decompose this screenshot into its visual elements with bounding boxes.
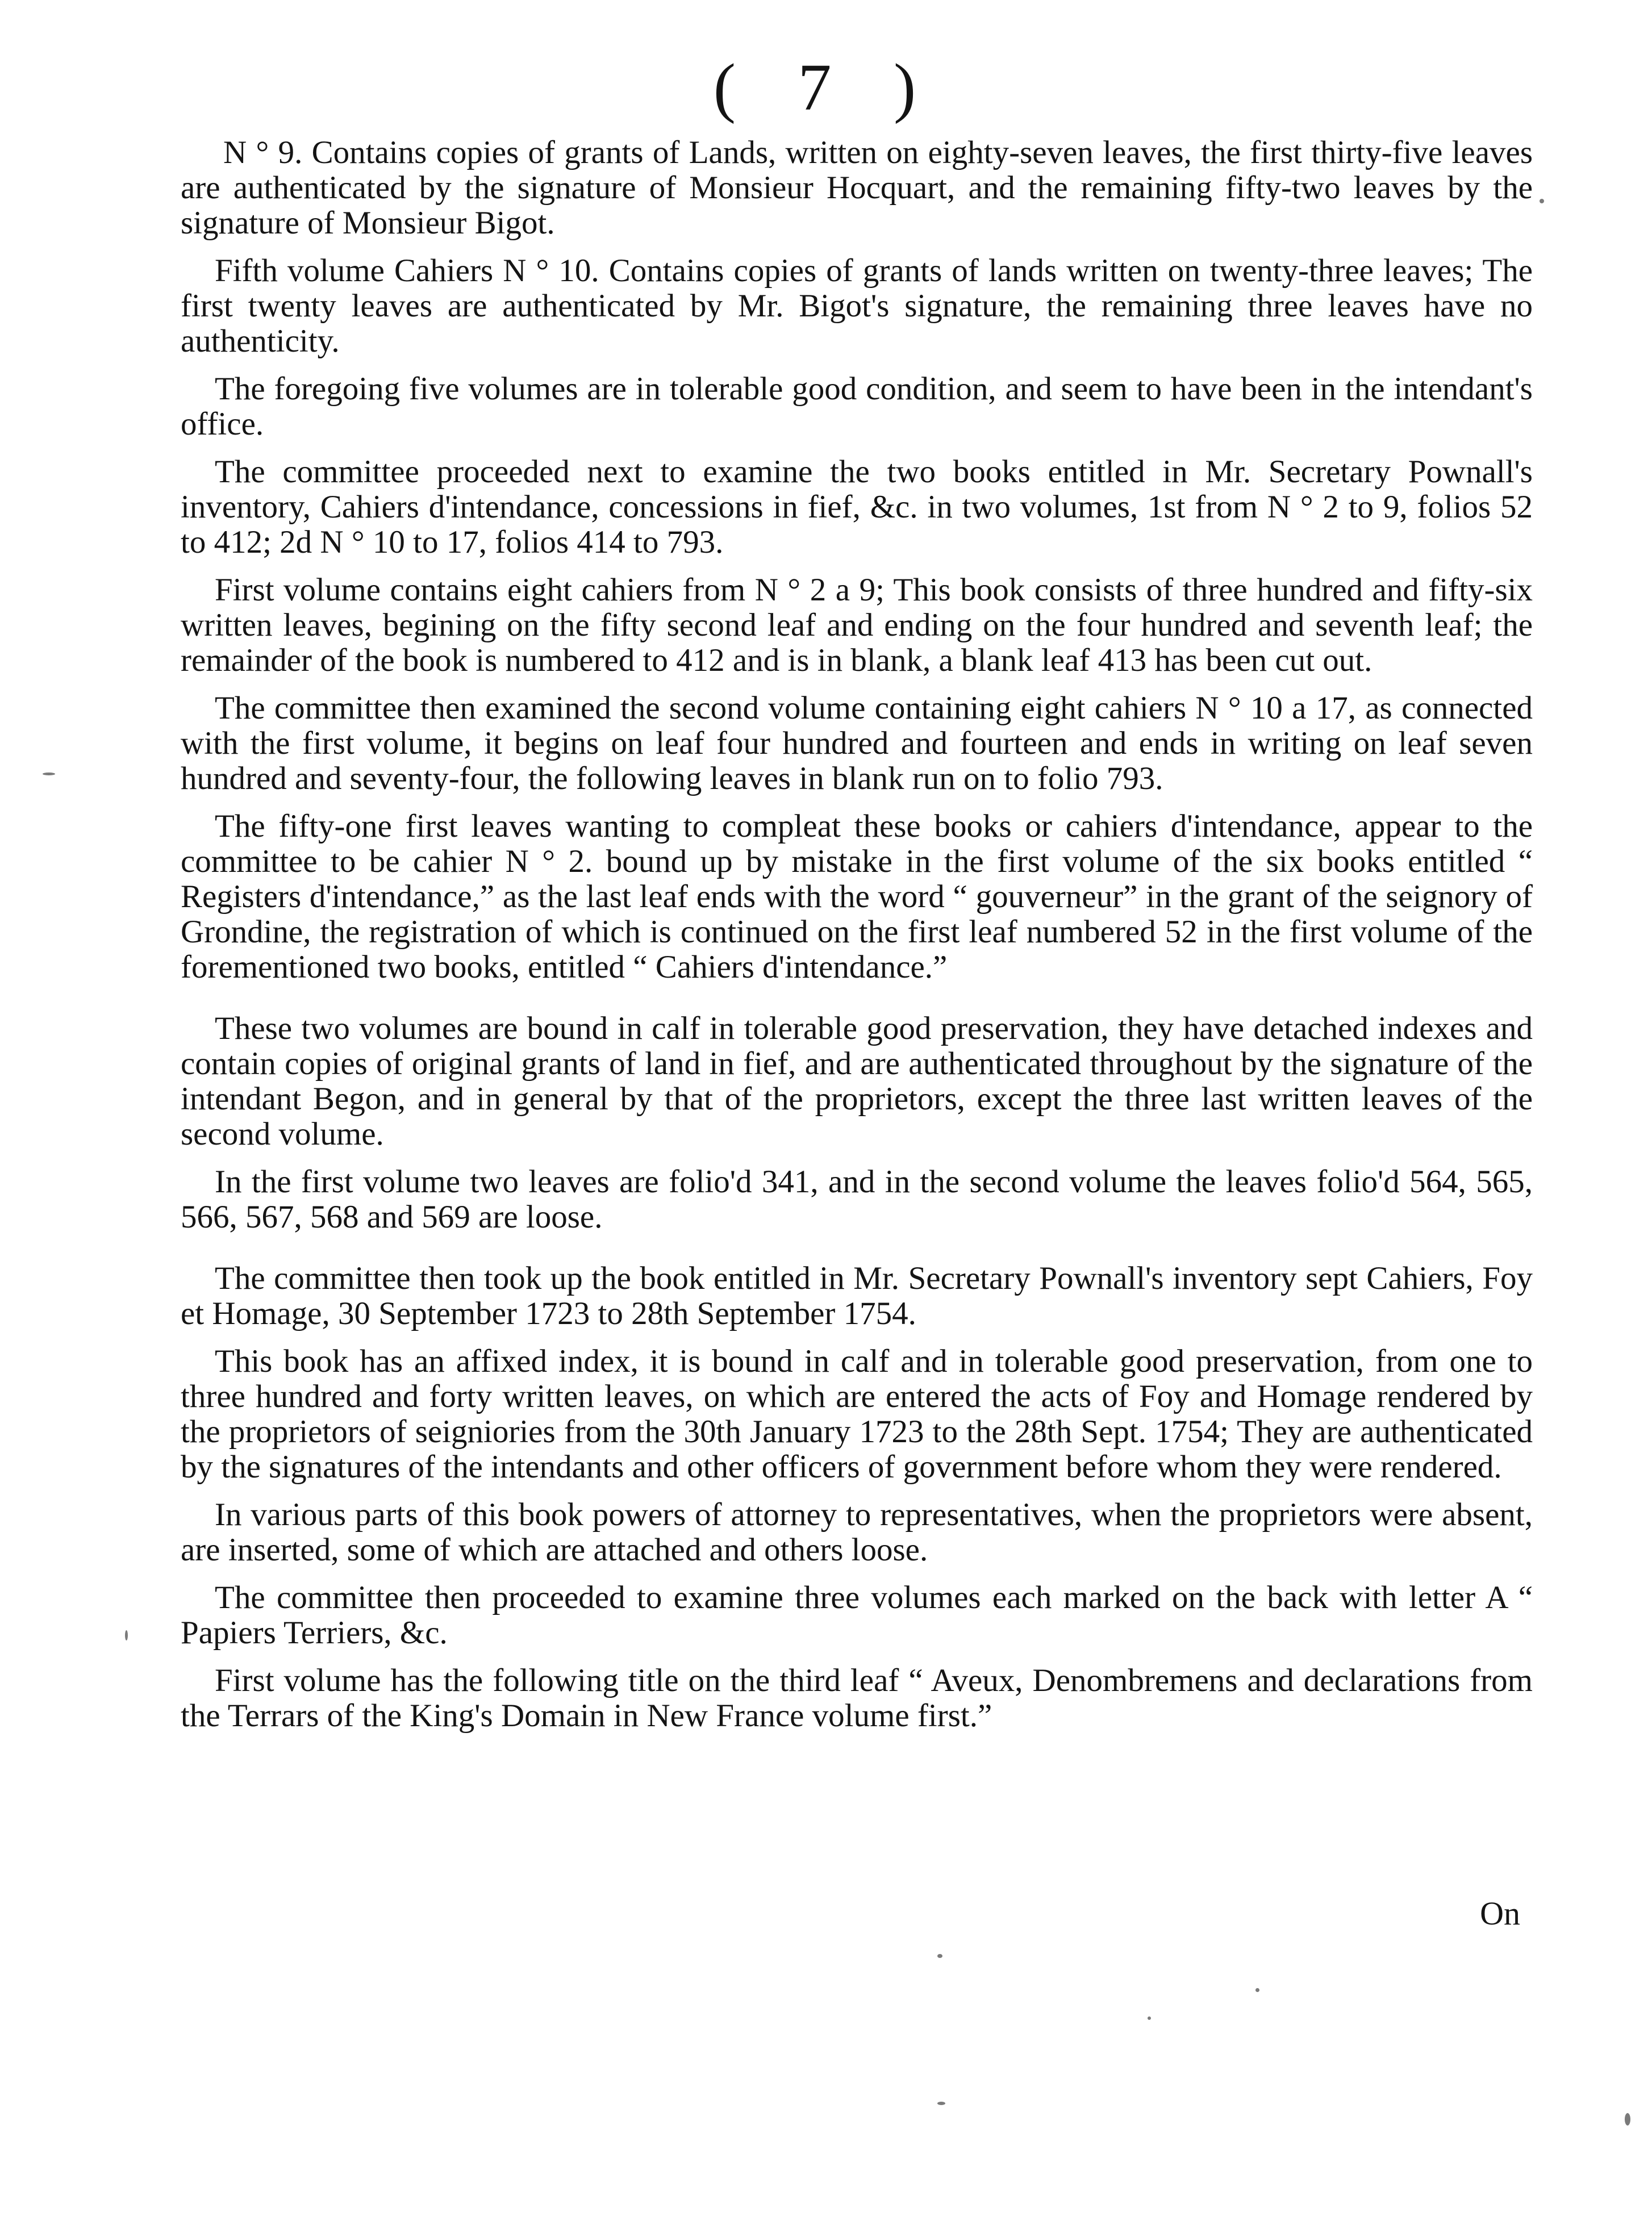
- paragraph-two-volumes-bound: These two volumes are bound in calf in tolerable good preservation, they have detached indexes and contain copies of original grants of land in fief, and are authenticated throughout by the signature of the intendant Begon, and in general by that of the proprietors, except the three last written leaves of the second volume.: [181, 1011, 1533, 1152]
- paragraph-first-volume-title: First volume has the following title on the third leaf “ Aveux, Denombremens and declarations from the Terrars of the King's Domain in New France volume first.”: [181, 1663, 1533, 1734]
- page-number: ( 7 ): [713, 50, 939, 124]
- paragraph-committee-two-books: The committee proceeded next to examine the two books entitled in Mr. Secretary Pownall's inventory, Cahiers d'intendance, concessions in fief, &c. in two volumes, 1st from N ° 2 to 9, folios 52 to 412; 2d N ° 10 to 17, folios 414 to 793.: [181, 454, 1533, 560]
- paragraph-fifth-volume: Fifth volume Cahiers N ° 10. Contains copies of grants of lands written on twenty-three leaves; The first twenty leaves are authenticated by Mr. Bigot's signature, the remaining three leaves have no authenticity.: [181, 253, 1533, 359]
- catchword: On: [1480, 1895, 1520, 1932]
- paper-speck: [1625, 2113, 1630, 2126]
- paragraph-foregoing-volumes: The foregoing five volumes are in tolerable good condition, and seem to have been in the intendant's office.: [181, 371, 1533, 442]
- paragraph-powers-of-attorney: In various parts of this book powers of attorney to representatives, when the proprietors were absent, are inserted, some of which are attached and others loose.: [181, 1497, 1533, 1568]
- body-text: [181, 135, 1533, 1746]
- paper-speck: [43, 773, 55, 775]
- paper-speck: [1540, 199, 1544, 203]
- paragraph-affixed-index: This book has an affixed index, it is bound in calf and in tolerable good preservation, from one to three hundred and forty written leaves, on which are entered the acts of Foy and Homage rendered by the proprietors of seigniories from the 30th January 1723 to the 28th Sept. 1754; They are authenticated by the signatures of the intendants and other officers of government before whom they were rendered.: [181, 1343, 1533, 1485]
- paper-speck: [125, 1630, 128, 1640]
- paragraph-first-volume-cahiers: First volume contains eight cahiers from N ° 2 a 9; This book consists of three hundred and fifty-six written leaves, begining on the fifty second leaf and ending on the four hundred and seventh leaf; the remainder of the book is numbered to 412 and is in blank, a blank leaf 413 has been cut out.: [181, 572, 1533, 678]
- paper-speck: [1148, 2016, 1151, 2020]
- paragraph-three-volumes: The committee then proceeded to examine three volumes each marked on the back with letter A “ Papiers Terriers, &c.: [181, 1580, 1533, 1651]
- paragraph-fifty-one-leaves: The fifty-one first leaves wanting to compleat these books or cahiers d'intendance, appear to the committee to be cahier N ° 2. bound up by mistake in the first volume of the six books entitled “ Registers d'intendance,” as the last leaf ends with the word “ gouverneur” in the grant of the seignory of Grondine, the registration of which is continued on the first leaf numbered 52 in the first volume of the forementioned two books, entitled “ Cahiers d'intendance.”: [181, 808, 1533, 985]
- paper-speck: [1255, 1988, 1259, 1992]
- paragraph-folio-loose: In the first volume two leaves are folio'd 341, and in the second volume the leaves folio'd 564, 565, 566, 567, 568 and 569 are loose.: [181, 1164, 1533, 1235]
- paper-speck: [937, 1954, 942, 1958]
- paragraph-foy-homage-book: The committee then took up the book entitled in Mr. Secretary Pownall's inventory sept Cahiers, Foy et Homage, 30 September 1723 to 28th September 1754.: [181, 1260, 1533, 1331]
- paragraph-no9: N ° 9. Contains copies of grants of Lands, written on eighty-seven leaves, the first thirty-five leaves are authenticated by the signature of Monsieur Hocquart, and the remaining fifty-two leaves by the signature of Monsieur Bigot.: [181, 135, 1533, 241]
- paragraph-second-volume: The committee then examined the second volume containing eight cahiers N ° 10 a 17, as connected with the first volume, it begins on leaf four hundred and fourteen and ends in writing on leaf seven hundred and seventy-four, the following leaves in blank run on to folio 793.: [181, 690, 1533, 796]
- paper-speck: [937, 2102, 945, 2105]
